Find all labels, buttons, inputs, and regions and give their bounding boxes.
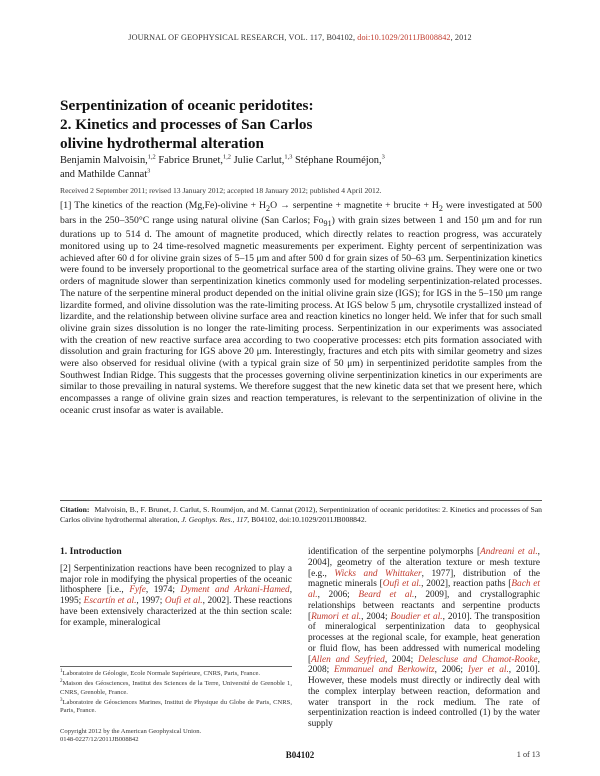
body-text: , 2008; [308, 654, 540, 676]
reference-link[interactable]: Oufi et al. [164, 596, 203, 606]
citation-tail: B04102, doi:10.1029/2011JB008842. [251, 515, 367, 525]
reference-link[interactable]: Beard et al. [358, 590, 415, 600]
body-text: , 2006; [434, 665, 463, 676]
intro-paragraph [60, 564, 292, 629]
footnote-text: Maison des Géosciences, Institut des Sciences de la Terre, Université de Grenoble 1, CNRS, Grenoble, France. [60, 680, 292, 696]
body-text: identification of the serpentine polymorphs [ [308, 547, 481, 557]
intro-right-column [308, 547, 540, 730]
reference-link[interactable]: Boudier et al. [390, 611, 443, 622]
body-text: , 1977], distribution of the magnetic minerals [ [308, 568, 541, 590]
reference-link[interactable]: Fyfe [129, 585, 146, 596]
subscript: 2 [266, 203, 271, 213]
intro-left-column [60, 547, 292, 628]
body-text: , 2004; [384, 654, 414, 665]
author-affiliation: 1,3 [284, 153, 293, 161]
reference-link[interactable]: Wicks and Whittaker [334, 568, 422, 579]
body-text: , 2004], geometry of the alteration texture or mesh texture [e.g., [308, 547, 540, 579]
author-affiliation: 1,2 [223, 153, 231, 161]
paragraph-number: [1] [60, 200, 72, 211]
reference-link[interactable]: Delescluse and Chamot-Rooke [418, 654, 538, 665]
footnote-mark: 2 [60, 679, 63, 685]
subscript: 2 [438, 203, 443, 213]
body-text: [2] Serpentinization reactions have been recognized to play a major role in modifying the physical properties of the oceanic lithosphere [i.e., [60, 563, 292, 596]
copyright-notice [60, 728, 292, 745]
body-text: , 2006; [317, 590, 350, 600]
footnote [60, 699, 292, 716]
journal-info: JOURNAL OF GEOPHYSICAL RESEARCH, VOL. 117, B04102, [128, 33, 356, 42]
reference-link[interactable]: Oufi et al. [382, 579, 422, 590]
citation-label: Citation: [60, 505, 90, 514]
reference-link[interactable]: Escartín et al. [83, 596, 137, 606]
abstract [60, 200, 542, 417]
reference-link[interactable]: Bach et al. [308, 579, 540, 600]
running-head [0, 33, 600, 42]
body-text: , 2010]. The transposition of mineralogical serpentinization data to geophysical processes at the regional scale, for example, heat generation or fluid flow, has been addressed with numerical modeling [ [308, 611, 541, 665]
body-text: , 2009], and crystallographic relationships between reactants and serpentine products [ [308, 590, 541, 622]
article-title [60, 96, 540, 153]
footnote-mark: 1 [60, 668, 63, 674]
footnote-mark: 3 [60, 697, 63, 703]
doi-link[interactable]: doi:10.1029/2011JB008842 [357, 33, 451, 42]
abstract-text: The kinetics of the reaction (Mg,Fe)-olivine + H [74, 200, 267, 211]
body-text: , 2004; [361, 611, 388, 622]
reference-link[interactable]: Andreani et al. [480, 547, 538, 557]
reference-link[interactable]: Dyment and Arkani-Hamed [180, 585, 290, 596]
author-name: and Mathilde Cannat [60, 169, 148, 180]
title-line-2: 2. Kinetics and processes of San Carlos [60, 116, 313, 133]
abstract-text: were investigated at 500 bars in the 250–350°C range using natural olivine (San Carlos; Fo [60, 200, 542, 226]
title-line-1: Serpentinization of oceanic peridotites: [60, 97, 314, 114]
section-heading: 1. Introduction [60, 546, 122, 557]
journal-year: , 2012 [450, 33, 472, 42]
copyright-line: Copyright 2012 by the American Geophysical Union. [60, 728, 202, 735]
author-name: Fabrice Brunet, [158, 155, 223, 166]
author-name: Stéphane Rouméjon, [295, 155, 382, 166]
issn-line: 0148-0227/12/2011JB008842 [60, 736, 139, 744]
author-list [60, 154, 540, 182]
author-affiliation: 3 [381, 153, 385, 161]
citation-journal: J. Geophys. Res., 117, [181, 515, 250, 525]
body-text: , 1974; [145, 585, 175, 596]
reference-link[interactable]: Emmanuel and Berkowitz [334, 665, 435, 676]
abstract-text: ) with grain sizes between 1 and 150 μm and for run durations up to 514 d. The amount of magnetite produced, which directly relates to reaction progress, was accurately monitored using up to 24 time-resolved magnetic measurements per experiment. Eighty percent of serpentinization was achieved after 60 d for olivine grain sizes of 5–15 μm and after 500 d for grain sizes of 50–63 μm. Serpentinization kinetics were found to be inversely proportional to the geometrical surface area of the starting olivine grains. They were one or two orders of magnitude slower than serpentinization kinetics commonly used for modeling serpentinization-related processes. The nature of the serpentine mineral product depended on the initial olivine grain size (IGS); for IGS in the 5–150 μm range lizardite formed, and olivine dissolution was the rate-limiting process. At IGS below 5 μm, chrysotile crystallized instead of lizardite, and the relationship between olivine surface area and reaction kinetics no longer held. We infer that for such small olivine grain sizes dissolution is no longer the rate-limiting process. Serpentinization in our experiments was associated with the creation of new reactive surface area according to two cooperative processes: etch pits formation associated with dissolution and grain fracturing for IGS above 20 μm. Interestingly, fractures and etch pits with similar geometry and sizes were also observed for residual olivine (with a typical grain size of 50 μm) in serpentinized peridotite samples from the Southwest Indian Ridge. This suggests that the processes governing olivine serpentinization kinetics in our experiments are similar to those prevailing in natural systems. We therefore suggest that the new kinetic data set that we present here, which encompasses a range of olivine grain sizes and reaction temperatures, is relevant to the serpentinization of olivine in the oceanic crust insofar as water is available. [60, 214, 542, 416]
reference-link[interactable]: Iyer et al. [467, 665, 509, 676]
reference-link[interactable]: Rumori et al. [311, 611, 362, 622]
body-text: , 1995; [60, 585, 293, 606]
author-affiliation: 1,2 [147, 153, 156, 161]
body-text: , 2010]. However, these models must directly or indirectly deal with the complex interplay between reaction, deformation and water transport in the rock medium. The rate of serpentinization reaction is indeed controlled (1) by the water supply [308, 665, 540, 729]
reference-link[interactable]: Allen and Seyfried [311, 654, 385, 665]
abstract-text: O → serpentine + magnetite + brucite + H [270, 200, 439, 211]
footnote-text: Laboratoire de Géosciences Marines, Institut de Physique du Globe de Paris, CNRS, Paris, France. [60, 698, 292, 715]
author-affiliation: 3 [147, 167, 151, 175]
citation-text: Malvoisin, B., F. Brunet, J. Carlut, S. Rouméjon, and M. Cannat (2012), Serpentinization of oceanic peridotites: 2. Kinetics and processes of San Carlos olivine hydrothermal alteration, [60, 505, 543, 525]
body-text: , 1997; [136, 596, 163, 606]
publication-dates: Received 2 September 2011; revised 13 January 2012; accepted 18 January 2012; published 4 April 2012. [60, 186, 382, 195]
affiliation-footnotes [60, 666, 292, 717]
citation-block [60, 500, 542, 526]
page-number: 1 of 13 [516, 750, 540, 759]
footnote [60, 680, 292, 697]
body-text: , 2002], reaction paths [ [421, 579, 512, 590]
subscript: 91 [323, 218, 332, 228]
author-name: Julie Carlut, [233, 155, 285, 166]
footnote-text: Laboratoire de Géologie, Ecole Normale Supérieure, CNRS, Paris, France. [62, 670, 261, 677]
article-id: B04102 [285, 750, 315, 760]
author-name: Benjamin Malvoisin, [60, 155, 148, 166]
body-text: , 2002]. These reactions have been extensively characterized at the thin section scale: for example, mineralogical [60, 596, 293, 628]
footnote [60, 670, 292, 678]
title-line-3: olivine hydrothermal alteration [60, 135, 264, 152]
